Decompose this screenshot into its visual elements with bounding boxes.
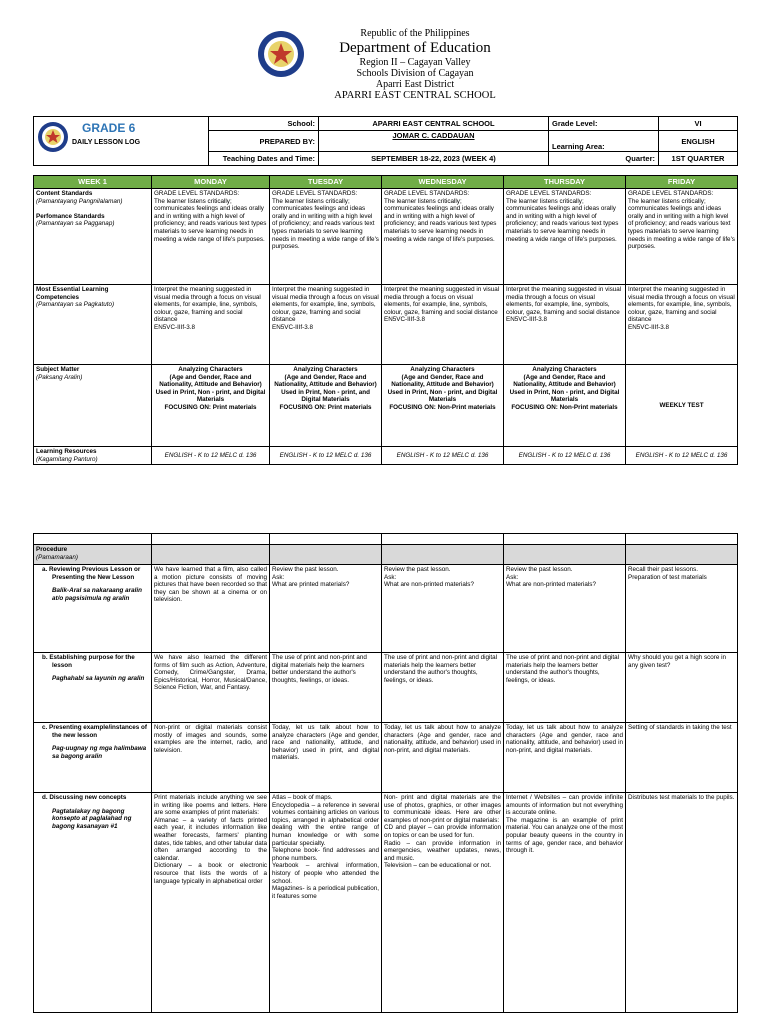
content-standards-label: Content Standards [36,190,93,197]
step-b-thursday: The use of print and non-print and digital materials help the learners better understand the author's thoughts, feelings, or ideas. [504,653,626,723]
dll-label: DAILY LESSON LOG [72,139,141,146]
melc-wednesday: Interpret the meaning suggested in visual media through a focus on visual elements, for example, line, symbols, colour, gaze, framing and social distance EN5VC-IIIf-3.8 [382,285,504,365]
table-row [34,285,738,365]
resources-friday: ENGLISH - K to 12 MELC d. 136 [626,447,738,465]
step-c-label [34,723,152,793]
step-d-monday: Print materials include anything we see in writing like poems and letters. Here are some examples of print materials: Almanac – a variety of facts printed each year, it includes information like weather forecasts, farmers' planting dates, tide tables, and other tabular data often arranged according to the calendar. Dictionary – a book or electronic resource that lists the words of a language typically in alphabetical order [152,793,270,1013]
step-d-tuesday: Atlas – book of maps. Encyclopedia – a reference in several volumes containing articles on various topics, arranged in alphabetical order dealing with the entire range of human knowledge or with some particular specialty. Telephone book- find addresses and phone numbers. Yearbook – archival information, history of people who attended the school. Magazines- is a periodical publication, it features some [270,793,382,1013]
step-a-title: a. Reviewing Previous Lesson or Presenting the New Lesson [42,566,141,581]
blank-cell [382,534,504,545]
procedure-label: Procedure [36,546,68,553]
grade-label: GRADE 6 [82,121,136,135]
step-d-wednesday: Non- print and digital materials are the use of photos, graphics, or other images to communicate ideas. Here are other examples of non-print or digital materials: CD and player – can provide information on topics or can be used for fun. Radio – can provide information in emergencies, weather updates, news, and music. Television – can be educational or not. [382,793,504,1013]
step-b-wednesday: The use of print and non-print and digital materials help the learners better understand the author's thoughts, feelings, or ideas. [382,653,504,723]
table-row [34,723,738,793]
lesson-table-procedure [33,533,738,1013]
procedure-cell [152,545,270,565]
subject-wednesday: Analyzing Characters (Age and Gender, Race and Nationality, Attitude and Behavior) Used in Print, Non - print, and Digital Materials FOCUSING ON: Non-Print materials [382,365,504,447]
step-d-tagalog: Pagtatalakay ng bagong konsepto at paglalahad ng bagong kasanayan #1 [52,807,132,830]
resources-sub: (Kagamitang Panturo) [36,455,98,463]
blank-cell [152,534,270,545]
procedure-cell [270,545,382,565]
step-b-friday: Why should you get a high score in any given test? [626,653,738,723]
resources-tuesday: ENGLISH - K to 12 MELC d. 136 [270,447,382,465]
melc-monday: Interpret the meaning suggested in visual media through a focus on visual elements, for example, line, symbols, colour, gaze, framing and social distance EN5VC-IIIf-3.8 [152,285,270,365]
subject-monday: Analyzing Characters (Age and Gender, Race and Nationality, Attitude and Behavior) Used in Print, Non - print, and Digital Materials FOCUSING ON: Print materials [152,365,270,447]
subject-sub: (Paksang Aralin) [36,373,83,381]
procedure-cell [382,545,504,565]
performance-standards-label: Perfomance Standards [36,212,105,220]
table-row [34,565,738,653]
melc-label: Most Essential Learning Competencies [36,286,109,301]
standards-tuesday: GRADE LEVEL STANDARDS: The learner listens critically; communicates feelings and ideas orally and in writing with a high level of proficiency; and reads various text types materials to serve learning needs in meeting a wide range of life's purposes. [270,189,382,285]
step-b-tagalog: Paghahabi sa layunin ng aralin [52,675,145,683]
step-c-monday: Non-print or digital materials consist mostly of images and sounds, some examples are the internet, radio, and television. [152,723,270,793]
resources-label-cell [34,447,152,465]
step-d-title: d. Discussing new concepts [42,794,127,801]
table-row [34,189,738,285]
grade-level-value: VI [659,117,738,131]
standards-wednesday: GRADE LEVEL STANDARDS: The learner listens critically; communicates feelings and ideas orally and in writing with a high level of proficiency; and reads various text types materials to serve learning needs in meeting a wide range of life's purposes. [382,189,504,285]
step-b-monday: We have also learned the different forms of film such as Action, Adventure, Comedy, Crime/Gangster, Drama, Epics/Historical, Horror, Musical/Dance, Science Fiction, War, and Fantasy. [152,653,270,723]
procedure-row [34,545,738,565]
subject-tuesday: Analyzing Characters (Age and Gender, Race and Nationality, Attitude and Behavior) Used in Print, Non - print, and Digital Materials FOCUSING ON: Print materials [270,365,382,447]
dates-value: SEPTEMBER 18-22, 2023 (WEEK 4) [319,152,549,166]
school-value: APARRI EAST CENTRAL SCHOOL [319,117,549,131]
step-c-thursday: Today, let us talk about how to analyze characters (Age and gender, race and nationality, attitude, and behavior) used in non-print, and digital materials. [504,723,626,793]
blank-cell [270,534,382,545]
logo-cell [34,117,209,166]
day-header-row [34,176,738,189]
department-title: Department of Education [339,40,491,56]
standards-monday: GRADE LEVEL STANDARDS: The learner listens critically; communicates feelings and ideas orally and in writing with a high level of proficiency; and reads various text types materials to serve learning needs in meeting a wide range of life's purposes. [152,189,270,285]
procedure-cell [504,545,626,565]
step-a-monday: We have learned that a film, also called a motion picture consists of moving pictures that have been recorded so that they can be shown at a cinema or on television. [152,565,270,653]
republic-line: Republic of the Philippines [360,28,470,39]
grade-level-label: Grade Level: [549,117,659,131]
prepared-label: PREPARED BY: [209,131,319,152]
melc-sub: (Pamantayan sa Pagkatuto) [36,301,115,309]
step-a-thursday: Review the past lesson. Ask: What are non-printed materials? [504,565,626,653]
step-b-tuesday: The use of print and non-print and digital materials help the learners better understand the author's thoughts, feelings, or ideas. [270,653,382,723]
step-c-wednesday: Today, let us talk about how to analyze characters (Age and gender, race and nationality, attitude, and behavior) used in non-print, and digital materials. [382,723,504,793]
step-d-friday: Distributes test materials to the pupils. [626,793,738,1013]
blank-row [34,534,738,545]
step-d-label [34,793,152,1013]
header-monday: MONDAY [152,176,270,189]
step-a-label [34,565,152,653]
subject-label: Subject Matter [36,366,80,373]
step-a-tuesday: Review the past lesson. Ask: What are printed materials? [270,565,382,653]
table-row [34,447,738,465]
school-line: APARRI EAST CENTRAL SCHOOL [334,90,496,101]
resources-thursday: ENGLISH - K to 12 MELC d. 136 [504,447,626,465]
step-c-friday: Setting of standards in taking the test [626,723,738,793]
learning-area-label: Learning Area: [549,131,659,152]
standards-label-cell [34,189,152,285]
step-b-label [34,653,152,723]
header-week: WEEK 1 [34,176,152,189]
step-d-thursday: Internet / Websites – can provide infinite amounts of information but not everything is accurate online. The magazine is an example of print material. You can analyze one of the most popular beauty queens in the country in terms of age, gender race, and behavior through it. [504,793,626,1013]
quarter-label: Quarter: [549,152,659,166]
division-line: Schools Division of Cagayan [356,68,474,79]
table-row [34,653,738,723]
melc-tuesday: Interpret the meaning suggested in visual media through a focus on visual elements, for example, line, symbols, colour, gaze, framing and social distance EN5VC-IIIf-3.8 [270,285,382,365]
procedure-label-cell [34,545,152,565]
subject-label-cell [34,365,152,447]
deped-seal-icon [257,30,305,78]
resources-monday: ENGLISH - K to 12 MELC d. 136 [152,447,270,465]
table-row [34,793,738,1013]
melc-thursday: Interpret the meaning suggested in visual media through a focus on visual elements, for example, line, symbols, colour, gaze, framing and social distance EN5VC-IIIf-3.8 [504,285,626,365]
prepared-value: JOMAR C. CADDAUAN [319,131,549,152]
step-a-friday: Recall their past lessons. Preparation of test materials [626,565,738,653]
region-line: Region II – Cagayan Valley [359,57,471,68]
step-c-tagalog: Pag-uugnay ng mga halimbawa sa bagong aralin [52,745,147,760]
subject-thursday: Analyzing Characters (Age and Gender, Race and Nationality, Attitude and Behavior) Used in Print, Non - print, and Digital Materials FOCUSING ON: Non-Print materials [504,365,626,447]
school-label: School: [209,117,319,131]
header-thursday: THURSDAY [504,176,626,189]
subject-friday: WEEKLY TEST [626,365,738,447]
school-seal-icon [37,121,69,153]
learning-area-value: ENGLISH [659,131,738,152]
step-a-tagalog: Balik-Aral sa nakaraang aralin at/o pagsisimula ng aralin [52,587,142,602]
dates-label: Teaching Dates and Time: [209,152,319,166]
standards-thursday: GRADE LEVEL STANDARDS: The learner listens critically; communicates feelings and ideas orally and in writing with a high level of proficiency; and reads various text types materials to serve learning needs in meeting a wide range of life's purposes. [504,189,626,285]
document-header [0,0,768,112]
header-tuesday: TUESDAY [270,176,382,189]
info-table [33,116,738,166]
header-wednesday: WEDNESDAY [382,176,504,189]
melc-label-cell [34,285,152,365]
quarter-value: 1ST QUARTER [659,152,738,166]
resources-wednesday: ENGLISH - K to 12 MELC d. 136 [382,447,504,465]
performance-standards-sub: (Pamantayan sa Pagganap) [36,220,115,228]
resources-label: Learning Resources [36,448,97,455]
content-standards-sub: (Pamantayang Pangnilalaman) [36,197,123,205]
step-c-title: c. Presenting example/instances of the new lesson [42,724,147,739]
melc-friday: Interpret the meaning suggested in visual media through a focus on visual elements, for example, line, symbols, colour, gaze, framing and social distance EN5VC-IIIf-3.8 [626,285,738,365]
step-a-wednesday: Review the past lesson. Ask: What are non-printed materials? [382,565,504,653]
header-friday: FRIDAY [626,176,738,189]
lesson-table-standards [33,175,738,465]
district-line: Aparri East District [375,79,455,90]
step-b-title: b. Establishing purpose for the lesson [42,654,135,669]
step-c-tuesday: Today, let us talk about how to analyze characters (Age and gender, race and nationality, attitude, and behavior) used in print, and digital materials. [270,723,382,793]
table-row [34,365,738,447]
header-text [300,28,530,102]
procedure-cell [626,545,738,565]
standards-friday: GRADE LEVEL STANDARDS: The learner listens critically; communicates feelings and ideas orally and in writing with a high level of proficiency; and reads various text types materials to serve learning needs in meeting a wide range of life's purposes. [626,189,738,285]
blank-cell [34,534,152,545]
procedure-sub: (Pamamaraan) [36,553,78,561]
blank-cell [626,534,738,545]
blank-cell [504,534,626,545]
